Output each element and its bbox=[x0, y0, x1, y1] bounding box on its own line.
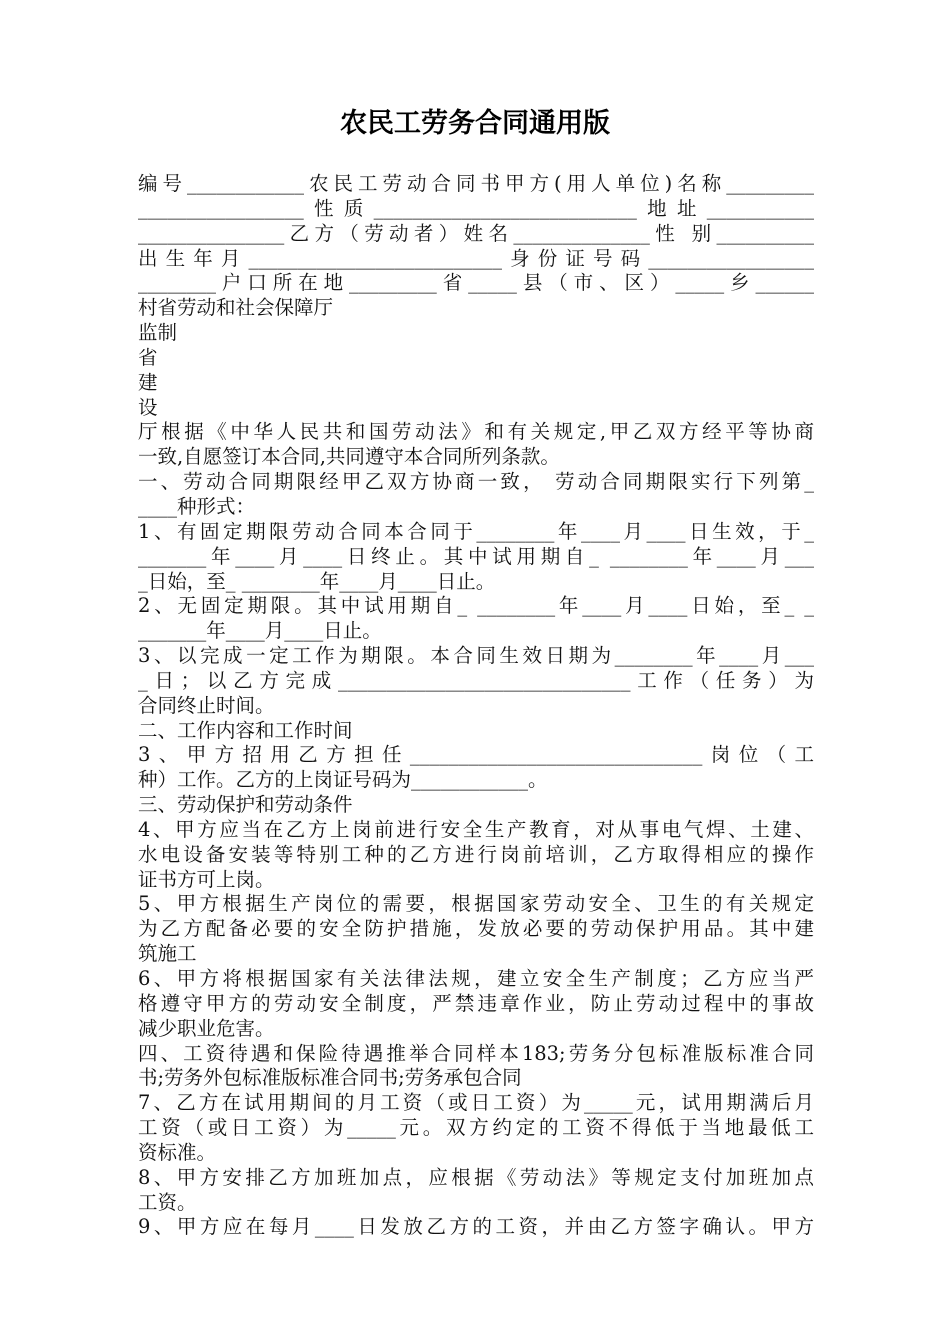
text-line: 6、甲方将根据国家有关法律法规，建立安全生产制度；乙方应当严 bbox=[138, 967, 814, 990]
text-line: 格遵守甲方的劳动安全制度，严禁违章作业，防止劳动过程中的事故 bbox=[138, 991, 814, 1015]
text-line: 四、工资待遇和保险待遇推举合同样本183;劳务分包标准版标准合同 bbox=[138, 1041, 814, 1065]
text-line: ________户口所在地_________省_____县（市、区）_____乡______ bbox=[138, 271, 814, 295]
text-line: 水电设备安装等特别工种的乙方进行岗前培训，乙方取得相应的操作 bbox=[138, 842, 814, 866]
text-line: 设 bbox=[138, 395, 158, 419]
text-line: ____种形式： bbox=[138, 494, 256, 518]
text-line: _日；以乙方完成______________________________工作（任务）为 bbox=[138, 668, 814, 692]
text-line: 9、甲方应在每月____日发放乙方的工资，并由乙方签字确认。甲方 bbox=[138, 1215, 814, 1239]
text-line: _______年____月____日止。 bbox=[138, 619, 382, 643]
text-line: _______年____月____日终止。其中试用期自_ ________年____月___ bbox=[138, 544, 814, 568]
text-line: 1、有固定期限劳动合同本合同于________年____月____日生效，于_ bbox=[138, 519, 814, 543]
text-line: 一致,自愿签订本合同,共同遵守本合同所列条款。 bbox=[138, 445, 560, 469]
text-line: 2、无固定期限。其中试用期自_ ________年____月____日始，至_ _ bbox=[138, 594, 814, 618]
text-line: 监制 bbox=[138, 321, 178, 345]
text-line: 书;劳务外包标准版标准合同书;劳务承包合同 bbox=[138, 1066, 522, 1090]
text-line: 5、甲方根据生产岗位的需要，根据国家劳动安全、卫生的有关规定 bbox=[138, 892, 814, 916]
text-line: 省 bbox=[138, 345, 158, 369]
text-line: 8、甲方安排乙方加班加点，应根据《劳动法》等规定支付加班加点 bbox=[138, 1165, 814, 1189]
text-line: 二、工作内容和工作时间 bbox=[138, 718, 353, 742]
text-line: _________________性质___________________________地址___________ bbox=[138, 196, 815, 220]
text-line: _日始，至_ ________年____月____日止。 bbox=[138, 569, 496, 593]
text-line: 三、劳动保护和劳动条件 bbox=[138, 793, 353, 817]
text-line: 种）工作。乙方的上岗证号码为____________。 bbox=[138, 768, 548, 792]
text-line: 3、甲方招用乙方担任______________________________岗位（工 bbox=[138, 743, 814, 767]
text-line: 证书方可上岗。 bbox=[138, 867, 275, 891]
document-body bbox=[138, 172, 814, 1240]
text-line: 7、乙方在试用期间的月工资（或日工资）为_____元，试用期满后月 bbox=[138, 1091, 814, 1115]
text-line: 为乙方配备必要的安全防护措施，发放必要的劳动保护用品。其中建 bbox=[138, 917, 814, 941]
text-line: 工资。 bbox=[138, 1190, 197, 1214]
text-line: 村省劳动和社会保障厅 bbox=[138, 296, 334, 320]
text-line: 资标准。 bbox=[138, 1140, 217, 1164]
text-line: 工资（或日工资）为_____元。双方约定的工资不得低于当地最低工 bbox=[138, 1116, 814, 1140]
text-line: 筑施工 bbox=[138, 942, 197, 966]
text-line: 一、劳动合同期限经甲乙双方协商一致， 劳动合同期限实行下列第_ bbox=[138, 470, 814, 494]
text-line: 编号____________农民工劳动合同书甲方(用人单位)名称_________ bbox=[138, 172, 814, 195]
text-line: 4、甲方应当在乙方上岗前进行安全生产教育，对从事电气焊、土建、 bbox=[138, 817, 814, 841]
text-line: 合同终止时间。 bbox=[138, 693, 275, 717]
text-line: 减少职业危害。 bbox=[138, 1016, 275, 1040]
text-line: 厅根据《中华人民共和国劳动法》和有关规定,甲乙双方经平等协商 bbox=[138, 420, 814, 444]
document-title: 农民工劳务合同通用版 bbox=[340, 108, 610, 139]
text-line: 出生年月__________________________身份证号码_________________ bbox=[138, 246, 814, 270]
text-line: 建 bbox=[138, 370, 158, 394]
text-line: _______________乙方（劳动者）姓名______________性 别__________ bbox=[138, 221, 814, 245]
text-line: 3、以完成一定工作为期限。本合同生效日期为________年____月___ bbox=[138, 644, 814, 668]
